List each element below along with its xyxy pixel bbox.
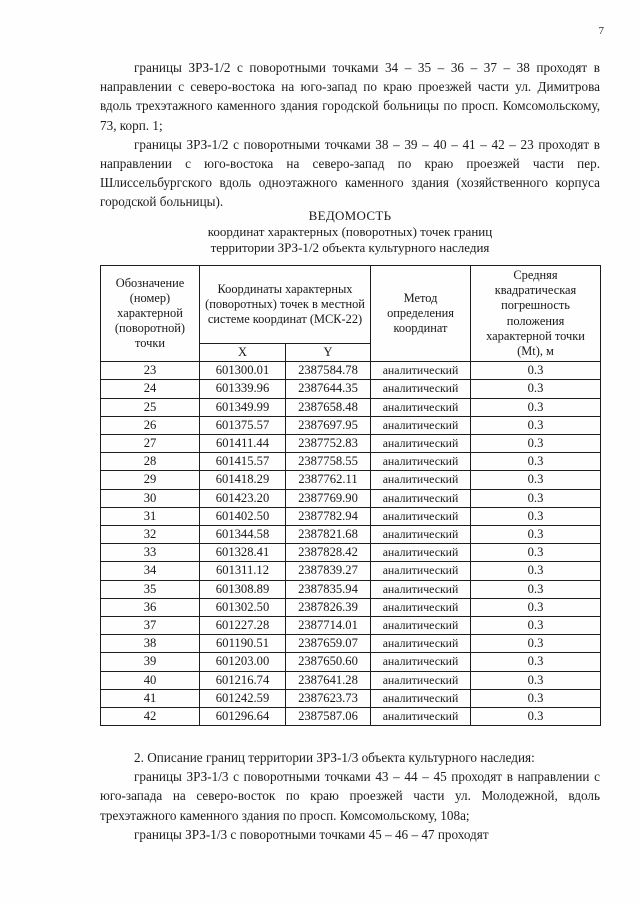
- cell-error: 0.3: [471, 598, 601, 616]
- column-header-point-number: Обозначение (номер) характерной (поворотной) точки: [101, 266, 200, 362]
- cell-point-number: 39: [101, 653, 200, 671]
- cell-coordinate-y: 2387839.27: [286, 562, 371, 580]
- cell-error: 0.3: [471, 471, 601, 489]
- cell-method: аналитический: [371, 435, 471, 453]
- cell-method: аналитический: [371, 362, 471, 380]
- cell-point-number: 31: [101, 507, 200, 525]
- cell-method: аналитический: [371, 507, 471, 525]
- paragraph-zrz-1-2-points-34-38: границы ЗРЗ-1/2 с поворотными точками 34 – 35 – 36 – 37 – 38 проходят в направлении с северо-востока на юго-запад по краю проезжей части ул. Димитрова вдоль трехэтажного каменного здания городской больницы по просп. Комсомольскому, 73, корп. 1;: [100, 60, 600, 133]
- cell-error: 0.3: [471, 708, 601, 726]
- cell-coordinate-x: 601216.74: [200, 671, 286, 689]
- cell-method: аналитический: [371, 671, 471, 689]
- cell-method: аналитический: [371, 471, 471, 489]
- cell-coordinate-y: 2387821.68: [286, 526, 371, 544]
- cell-coordinate-x: 601349.99: [200, 398, 286, 416]
- paragraph-section-2-heading: 2. Описание границ территории ЗРЗ-1/3 объекта культурного наследия:: [134, 750, 535, 765]
- cell-coordinate-y: 2387641.28: [286, 671, 371, 689]
- table-row: [101, 617, 601, 635]
- table-header-row-main: [101, 266, 601, 344]
- cell-coordinate-y: 2387762.11: [286, 471, 371, 489]
- cell-coordinate-x: 601203.00: [200, 653, 286, 671]
- vedomost-subtitle-line-1: координат характерных (поворотных) точек границ: [207, 224, 493, 239]
- coordinates-table: [100, 265, 601, 726]
- cell-coordinate-x: 601311.12: [200, 562, 286, 580]
- cell-point-number: 29: [101, 471, 200, 489]
- cell-method: аналитический: [371, 635, 471, 653]
- cell-point-number: 34: [101, 562, 200, 580]
- cell-error: 0.3: [471, 653, 601, 671]
- cell-method: аналитический: [371, 416, 471, 434]
- bottom-text-block: [100, 748, 600, 844]
- paragraph-zrz-1-3-points-43-45: границы ЗРЗ-1/3 с поворотными точками 43 – 44 – 45 проходят в направлении с юго-запада на северо-восток по краю проезжей части ул. Молодежной, вдоль трехэтажного каменного здания по просп. Комсомольскому, 108а;: [100, 769, 600, 823]
- cell-coordinate-x: 601375.57: [200, 416, 286, 434]
- cell-error: 0.3: [471, 380, 601, 398]
- table-header: [101, 266, 601, 362]
- cell-coordinate-y: 2387714.01: [286, 617, 371, 635]
- cell-coordinate-x: 601402.50: [200, 507, 286, 525]
- cell-coordinate-y: 2387826.39: [286, 598, 371, 616]
- cell-point-number: 28: [101, 453, 200, 471]
- cell-coordinate-y: 2387659.07: [286, 635, 371, 653]
- table-row: [101, 416, 601, 434]
- table-row: [101, 435, 601, 453]
- cell-method: аналитический: [371, 489, 471, 507]
- cell-point-number: 41: [101, 689, 200, 707]
- column-header-y: Y: [286, 344, 371, 362]
- cell-coordinate-x: 601423.20: [200, 489, 286, 507]
- cell-coordinate-x: 601411.44: [200, 435, 286, 453]
- cell-method: аналитический: [371, 708, 471, 726]
- cell-method: аналитический: [371, 380, 471, 398]
- paragraph-zrz-1-2-points-38-23: границы ЗРЗ-1/2 с поворотными точками 38 – 39 – 40 – 41 – 42 – 23 проходят в направлении с юго-востока на северо-запад по краю проезжей части пер. Шлиссельбургского вдоль одноэтажного каменного здания (хозяйственного корпуса городской больницы).: [100, 136, 600, 210]
- table-row: [101, 453, 601, 471]
- cell-coordinate-y: 2387697.95: [286, 416, 371, 434]
- cell-point-number: 42: [101, 708, 200, 726]
- cell-point-number: 27: [101, 435, 200, 453]
- cell-error: 0.3: [471, 507, 601, 525]
- column-header-coordinates: Координаты характерных (поворотных) точек в местной системе координат (МСК-22): [200, 266, 371, 344]
- cell-point-number: 40: [101, 671, 200, 689]
- table-row: [101, 398, 601, 416]
- cell-method: аналитический: [371, 526, 471, 544]
- table-row: [101, 526, 601, 544]
- vedomost-subtitle-line-2: территории ЗРЗ-1/2 объекта культурного наследия: [210, 240, 490, 255]
- column-header-error: Средняя квадратическая погрешность положения характерной точки (Mt), м: [471, 266, 601, 362]
- cell-coordinate-x: 601328.41: [200, 544, 286, 562]
- table-row: [101, 635, 601, 653]
- cell-coordinate-y: 2387587.06: [286, 708, 371, 726]
- table-row: [101, 362, 601, 380]
- cell-point-number: 25: [101, 398, 200, 416]
- cell-error: 0.3: [471, 416, 601, 434]
- cell-error: 0.3: [471, 617, 601, 635]
- table-row: [101, 671, 601, 689]
- cell-coordinate-x: 601300.01: [200, 362, 286, 380]
- cell-coordinate-x: 601296.64: [200, 708, 286, 726]
- cell-method: аналитический: [371, 653, 471, 671]
- cell-point-number: 23: [101, 362, 200, 380]
- cell-coordinate-y: 2387623.73: [286, 689, 371, 707]
- cell-point-number: 26: [101, 416, 200, 434]
- page-number: 7: [598, 25, 604, 37]
- table-body: [101, 362, 601, 726]
- cell-method: аналитический: [371, 398, 471, 416]
- column-header-x: X: [200, 344, 286, 362]
- cell-coordinate-y: 2387828.42: [286, 544, 371, 562]
- cell-point-number: 32: [101, 526, 200, 544]
- table-row: [101, 689, 601, 707]
- cell-method: аналитический: [371, 598, 471, 616]
- table-row: [101, 471, 601, 489]
- table-row: [101, 562, 601, 580]
- cell-coordinate-x: 601418.29: [200, 471, 286, 489]
- cell-error: 0.3: [471, 671, 601, 689]
- top-text-block: [100, 58, 600, 212]
- cell-coordinate-x: 601415.57: [200, 453, 286, 471]
- paragraph-zrz-1-3-points-45-47: границы ЗРЗ-1/3 с поворотными точками 45 – 46 – 47 проходят: [134, 826, 489, 842]
- coordinates-table-container: [100, 265, 600, 726]
- table-row: [101, 544, 601, 562]
- cell-coordinate-x: 601308.89: [200, 580, 286, 598]
- cell-error: 0.3: [471, 398, 601, 416]
- cell-point-number: 35: [101, 580, 200, 598]
- cell-error: 0.3: [471, 635, 601, 653]
- cell-error: 0.3: [471, 689, 601, 707]
- cell-method: аналитический: [371, 689, 471, 707]
- cell-error: 0.3: [471, 435, 601, 453]
- table-row: [101, 489, 601, 507]
- cell-point-number: 24: [101, 380, 200, 398]
- cell-coordinate-y: 2387644.35: [286, 380, 371, 398]
- cell-coordinate-x: 601190.51: [200, 635, 286, 653]
- cell-error: 0.3: [471, 453, 601, 471]
- table-row: [101, 380, 601, 398]
- cell-coordinate-x: 601339.96: [200, 380, 286, 398]
- cell-error: 0.3: [471, 526, 601, 544]
- cell-method: аналитический: [371, 617, 471, 635]
- cell-error: 0.3: [471, 562, 601, 580]
- cell-error: 0.3: [471, 580, 601, 598]
- vedomost-title: ВЕДОМОСТЬ: [308, 208, 392, 223]
- table-row: [101, 653, 601, 671]
- table-row: [101, 580, 601, 598]
- cell-coordinate-y: 2387658.48: [286, 398, 371, 416]
- cell-error: 0.3: [471, 544, 601, 562]
- cell-coordinate-x: 601302.50: [200, 598, 286, 616]
- cell-point-number: 33: [101, 544, 200, 562]
- cell-method: аналитический: [371, 453, 471, 471]
- cell-point-number: 36: [101, 598, 200, 616]
- cell-coordinate-y: 2387758.55: [286, 453, 371, 471]
- cell-coordinate-x: 601344.58: [200, 526, 286, 544]
- cell-coordinate-y: 2387835.94: [286, 580, 371, 598]
- table-row: [101, 507, 601, 525]
- cell-coordinate-y: 2387650.60: [286, 653, 371, 671]
- cell-coordinate-y: 2387769.90: [286, 489, 371, 507]
- vedomost-heading-block: [100, 208, 600, 256]
- cell-coordinate-x: 601242.59: [200, 689, 286, 707]
- table-row: [101, 598, 601, 616]
- cell-method: аналитический: [371, 562, 471, 580]
- cell-error: 0.3: [471, 489, 601, 507]
- cell-coordinate-y: 2387782.94: [286, 507, 371, 525]
- column-header-method: Метод определения координат: [371, 266, 471, 362]
- cell-coordinate-y: 2387584.78: [286, 362, 371, 380]
- cell-point-number: 30: [101, 489, 200, 507]
- cell-point-number: 38: [101, 635, 200, 653]
- cell-coordinate-x: 601227.28: [200, 617, 286, 635]
- cell-method: аналитический: [371, 580, 471, 598]
- cell-coordinate-y: 2387752.83: [286, 435, 371, 453]
- cell-method: аналитический: [371, 544, 471, 562]
- cell-point-number: 37: [101, 617, 200, 635]
- cell-error: 0.3: [471, 362, 601, 380]
- table-row: [101, 708, 601, 726]
